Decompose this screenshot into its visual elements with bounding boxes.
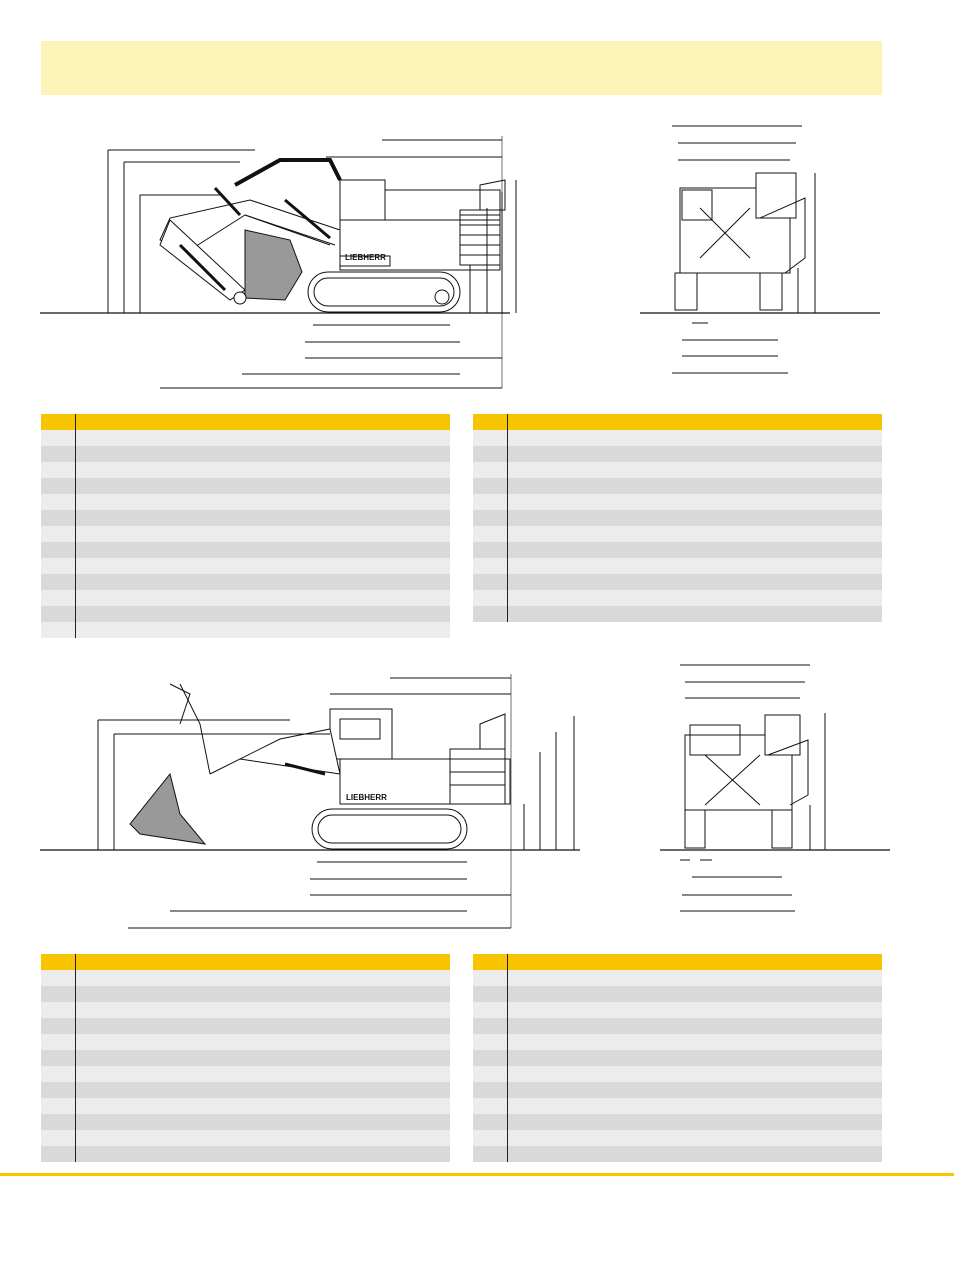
table-row: [473, 1082, 882, 1098]
table-row: [473, 1002, 882, 1018]
table-row: [41, 1066, 450, 1082]
table-row: [41, 1082, 450, 1098]
backhoe-front-dimensions-table: [473, 414, 882, 622]
table-row: [473, 558, 882, 574]
liebherr-decal: LIEBHERR: [345, 253, 386, 262]
liebherr-decal: LIEBHERR: [346, 793, 387, 802]
table-header-row: [41, 414, 450, 430]
table-row: [41, 510, 450, 526]
table-row: [41, 1130, 450, 1146]
table-row: [41, 1018, 450, 1034]
table-row: [473, 590, 882, 606]
table-row: [41, 986, 450, 1002]
table-header-row: [473, 954, 882, 970]
table-row: [473, 986, 882, 1002]
table-row: [473, 526, 882, 542]
table-row: [473, 462, 882, 478]
table-row: [41, 606, 450, 622]
table-row: [41, 1098, 450, 1114]
table-row: [41, 970, 450, 986]
table-row: [473, 542, 882, 558]
table-row: [41, 430, 450, 446]
table-row: [473, 1066, 882, 1082]
table-row: [473, 1098, 882, 1114]
table-row: [473, 1050, 882, 1066]
shovel-front-dimensions-table: [473, 954, 882, 1162]
backhoe-side-view-drawing: [40, 120, 520, 400]
table-row: [473, 446, 882, 462]
table-row: [41, 590, 450, 606]
table-row: [473, 1034, 882, 1050]
table-row: [473, 1114, 882, 1130]
table-row: [41, 494, 450, 510]
table-row: [473, 430, 882, 446]
table-row: [41, 542, 450, 558]
table-row: [473, 970, 882, 986]
shovel-front-view-drawing: [660, 655, 890, 920]
backhoe-side-dimensions-table: [41, 414, 450, 638]
table-row: [473, 510, 882, 526]
shovel-side-dimensions-table: [41, 954, 450, 1162]
table-row: [473, 574, 882, 590]
table-row: [41, 446, 450, 462]
backhoe-front-view-drawing: [640, 118, 880, 383]
table-row: [473, 1146, 882, 1162]
table-row: [41, 526, 450, 542]
footer-rule: [0, 1173, 954, 1176]
table-header-row: [41, 954, 450, 970]
table-row: [473, 1130, 882, 1146]
table-row: [41, 1002, 450, 1018]
table-row: [41, 574, 450, 590]
table-row: [473, 1018, 882, 1034]
table-row: [41, 1114, 450, 1130]
header-band: [41, 41, 882, 95]
table-row: [41, 1034, 450, 1050]
table-row: [41, 1146, 450, 1162]
table-row: [41, 462, 450, 478]
table-row: [41, 622, 450, 638]
table-row: [41, 1050, 450, 1066]
table-row: [41, 558, 450, 574]
table-header-row: [473, 414, 882, 430]
shovel-side-view-drawing: [40, 664, 580, 939]
table-row: [473, 478, 882, 494]
table-row: [41, 478, 450, 494]
table-row: [473, 494, 882, 510]
table-row: [473, 606, 882, 622]
